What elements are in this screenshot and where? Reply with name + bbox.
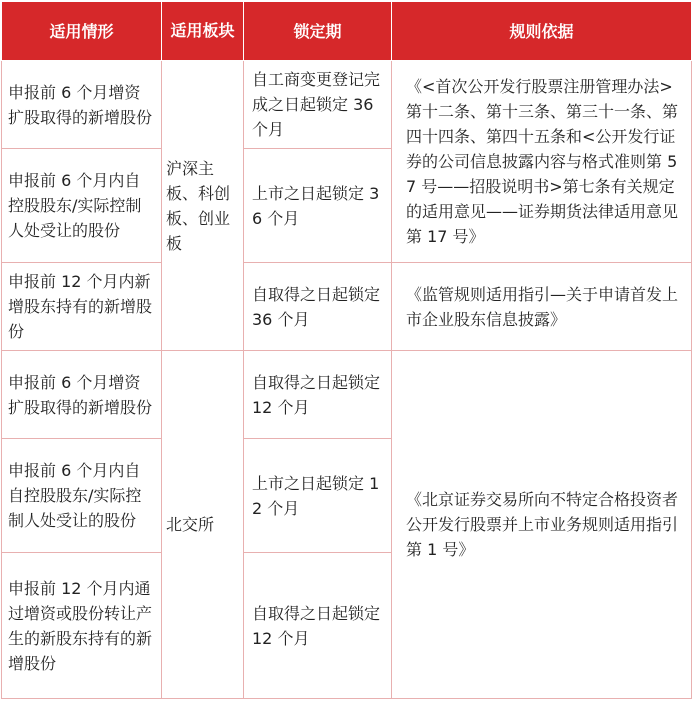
situation-cell: 申报前 6 个月增资扩股取得的新增股份 bbox=[2, 351, 162, 439]
rule-cell: 《<首次公开发行股票注册管理办法>第十二条、第十三条、第三十一条、第四十四条、第四十五条和<公开发行证券的公司信息披露内容与格式准则第 57 号——招股说明书>第七条有关规定的适用意见——证券期货法律适用意见第 17 号》 bbox=[392, 61, 692, 263]
lockup-cell: 自取得之日起锁定 36 个月 bbox=[244, 263, 392, 351]
header-rule: 规则依据 bbox=[392, 2, 692, 61]
board-cell: 北交所 bbox=[162, 351, 244, 699]
table-row bbox=[2, 351, 692, 439]
situation-cell: 申报前 12 个月内新增股东持有的新增股份 bbox=[2, 263, 162, 351]
situation-cell: 申报前 6 个月增资扩股取得的新增股份 bbox=[2, 61, 162, 149]
header-situation: 适用情形 bbox=[2, 2, 162, 61]
situation-cell: 申报前 12 个月内通过增资或股份转让产生的新股东持有的新增股份 bbox=[2, 553, 162, 699]
rule-cell: 《监管规则适用指引—关于申请首发上市企业股东信息披露》 bbox=[392, 263, 692, 351]
lockup-rules-table bbox=[1, 1, 692, 699]
situation-cell: 申报前 6 个月内自自控股股东/实际控制人处受让的股份 bbox=[2, 439, 162, 553]
table-row bbox=[2, 61, 692, 149]
header-lockup: 锁定期 bbox=[244, 2, 392, 61]
header-row bbox=[2, 2, 692, 61]
header-board: 适用板块 bbox=[162, 2, 244, 61]
table-row bbox=[2, 263, 692, 351]
rule-cell: 《北京证券交易所向不特定合格投资者公开发行股票并上市业务规则适用指引第 1 号》 bbox=[392, 351, 692, 699]
situation-cell: 申报前 6 个月内自控股股东/实际控制人处受让的股份 bbox=[2, 149, 162, 263]
lockup-cell: 自取得之日起锁定 12 个月 bbox=[244, 351, 392, 439]
lockup-cell: 上市之日起锁定 36 个月 bbox=[244, 149, 392, 263]
board-cell: 沪深主板、科创板、创业板 bbox=[162, 61, 244, 351]
lockup-cell: 自取得之日起锁定 12 个月 bbox=[244, 553, 392, 699]
lockup-cell: 自工商变更登记完成之日起锁定 36 个月 bbox=[244, 61, 392, 149]
lockup-cell: 上市之日起锁定 12 个月 bbox=[244, 439, 392, 553]
